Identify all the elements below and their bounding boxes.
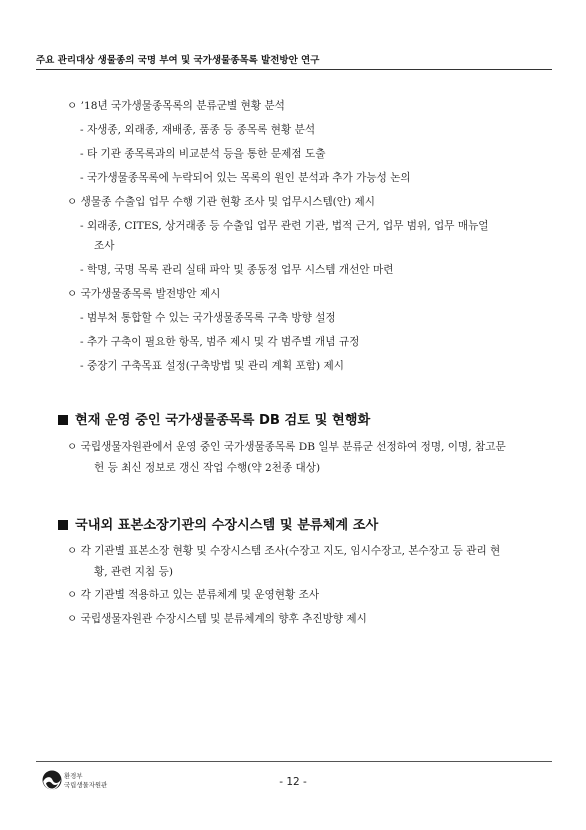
- bullet-item: ㅇ 생물종 수출입 업무 수행 기관 현황 조사 및 업무시스템(안) 제시: [67, 196, 376, 208]
- bullet-item-continuation: 헌 등 최신 정보로 갱신 작업 수행(약 2천종 대상): [94, 462, 321, 474]
- header-rule: [36, 69, 552, 70]
- bullet-item: ㅇ 국립생물자원관에서 운영 중인 국가생물종목록 DB 일부 분류군 선정하여 정명, 이명, 참고문: [67, 441, 506, 453]
- sub-item: - 타 기관 종목록과의 비교분석 등을 통한 문제점 도출: [80, 148, 326, 160]
- footer-rule: [36, 761, 552, 762]
- bullet-item: ㅇ 각 기관별 표본소장 현황 및 수장시스템 조사(수장고 지도, 임시수장고, 본수장고 등 관리 현: [67, 545, 501, 557]
- sub-item: - 중장기 구축목표 설정(구축방법 및 관리 계획 포함) 제시: [80, 360, 344, 372]
- running-header: 주요 관리대상 생물종의 국명 부여 및 국가생물종목록 발전방안 연구: [36, 55, 320, 66]
- square-bullet-icon: [58, 415, 68, 425]
- bullet-item: ㅇ 국가생물종목록 발전방안 제시: [67, 288, 221, 300]
- sub-item: - 국가생물종목록에 누락되어 있는 목록의 원인 분석과 추가 가능성 논의: [80, 172, 411, 184]
- org-name-line2: 국립생물자원관: [64, 781, 108, 789]
- page-number: - 12 -: [279, 776, 307, 788]
- bullet-item: ㅇ 국립생물자원관 수장시스템 및 분류체계의 향후 추진방향 제시: [67, 613, 367, 625]
- sub-item-continuation: 조사: [94, 240, 115, 252]
- section-heading: [58, 409, 370, 428]
- bullet-item-continuation: 황, 관련 지침 등): [94, 566, 174, 578]
- org-name-line1: 환경부: [64, 772, 83, 780]
- square-bullet-icon: [58, 520, 68, 530]
- sub-item: - 범부처 통합할 수 있는 국가생물종목록 구축 방향 설정: [80, 312, 336, 324]
- sub-item: - 학명, 국명 목록 관리 실태 파악 및 종동정 업무 시스템 개선안 마련: [80, 264, 394, 276]
- sub-item: - 자생종, 외래종, 재배종, 품종 등 종목록 현황 분석: [80, 124, 316, 136]
- sub-item: - 외래종, CITES, 상거래종 등 수출입 업무 관련 기관, 법적 근거, 업무 범위, 업무 매뉴얼: [80, 220, 489, 232]
- section-heading-text: 현재 운영 중인 국가생물종목록 DB 검토 및 현행화: [75, 413, 371, 428]
- section-heading-text: 국내외 표본소장기관의 수장시스템 및 분류체계 조사: [75, 518, 379, 533]
- bullet-item: ㅇ 각 기관별 적용하고 있는 분류체계 및 운영현황 조사: [67, 589, 320, 601]
- bullet-item: ㅇ ’18년 국가생물종목록의 분류군별 현황 분석: [67, 100, 285, 112]
- government-emblem-icon: [42, 770, 62, 790]
- sub-item: - 추가 구축이 필요한 항목, 범주 제시 및 각 범주별 개념 규정: [80, 336, 360, 348]
- section-heading: [58, 514, 378, 533]
